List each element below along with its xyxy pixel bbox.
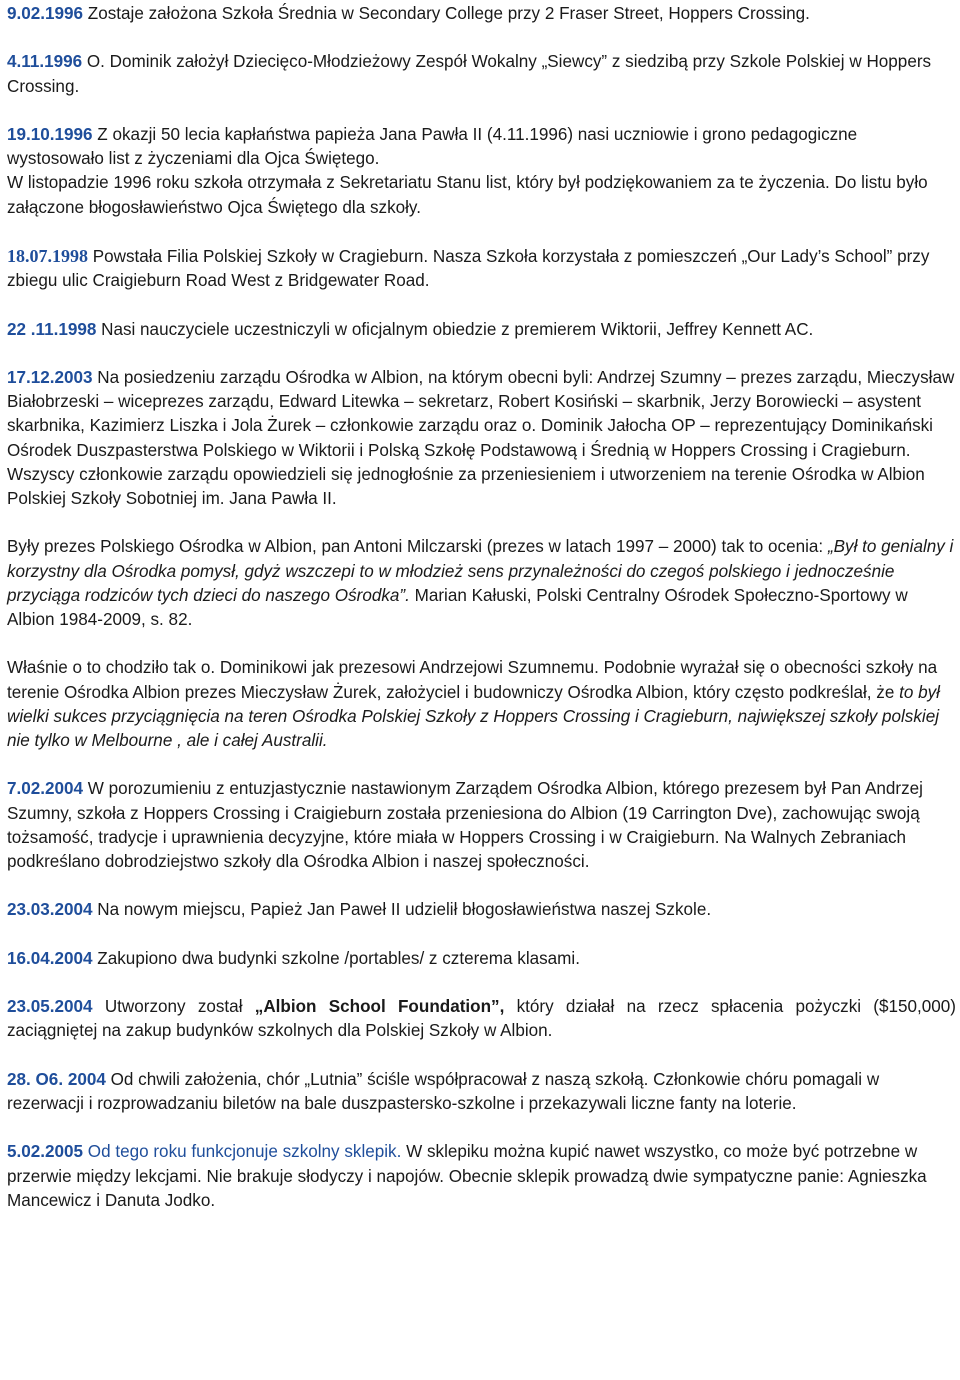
paragraph-zurek-quote	[7, 656, 956, 753]
entry-1996-02-09	[7, 2, 956, 26]
entry-text: Zakupiono dwa budynki szkolne /portables/ z czterema klasami.	[92, 948, 580, 968]
foundation-name: „Albion School Foundation”,	[254, 997, 505, 1017]
entry-2004-06-28	[7, 1068, 956, 1116]
entry-1996-10-19	[7, 123, 956, 220]
entry-1996-11-04	[7, 50, 956, 98]
entry-date: 23.05.2004	[7, 997, 93, 1017]
entry-text: Zostaje założona Szkoła Średnia w Secondary College przy 2 Fraser Street, Hoppers Crossing.	[83, 4, 810, 23]
entry-text: W porozumieniu z entuzjastycznie nastawionym Zarządem Ośrodka Albion, którego prezesem był Pan Andrzej Szumny, szkoła z Hoppers Crossing i Craigieburn została przeniesiona do Albion (19 Carrington Dve), zachowując swoją tożsamość, tradycje i uprawnienia decyzyjne, które miała w Hoppers Crossing i w Craigieburn. Na Walnych Zebraniach podkreślano dobrodziejstwo szkoły dla Ośrodka Albion i naszej społeczności.	[7, 779, 923, 871]
entry-1998-11-22	[7, 318, 956, 342]
paragraph-lead: Były prezes Polskiego Ośrodka w Albion, pan Antoni Milczarski (prezes w latach 1997 – 2000) tak to ocenia:	[7, 537, 828, 557]
entry-1998-07-18	[7, 244, 956, 293]
entry-text-continued: który działał na rzecz spłacenia pożyczki ($150,000) zaciągniętej na zakup budynków szkolnych dla Polskiej Szkoły w Albion.	[7, 997, 956, 1041]
entry-text-highlight: Od tego roku funkcjonuje szkolny sklepik.	[83, 1142, 402, 1162]
entry-2004-03-23	[7, 898, 956, 922]
entry-date: 9.02.1996	[7, 4, 84, 23]
entry-text: Od chwili założenia, chór „Lutnia” ściśle współpracował z naszą szkołą. Członkowie chóru pomagali w rezerwacji i rozprowadzaniu biletów na bale duszpastersko-szkolne i przekazywali liczne fanty na loterie.	[7, 1069, 880, 1113]
entry-date: 22 .11.1998	[7, 319, 97, 339]
quote-text: „Był to genialny i korzystny dla Ośrodka pomysł, gdyż wszczepi to w młodzież sens przynależności do czegoś polskiego i jednocześnie przyciąga rodziców tych dzieci do naszego Ośrodka”.	[7, 537, 954, 605]
entry-2005-02-05	[7, 1140, 956, 1213]
entry-2004-04-16	[7, 947, 956, 971]
paragraph-milczarski-quote	[7, 535, 956, 632]
entry-text: W sklepiku można kupić nawet wszystko, co może być potrzebne w przerwie między lekcjami. Nie brakuje słodyczy i napojów. Obecnie sklepik prowadzą dwie sympatyczne panie: Agnieszka Mancewicz i Danuta Jodko.	[7, 1142, 927, 1210]
entry-date: 17.12.2003	[7, 367, 93, 387]
entry-date: 28. O6. 2004	[7, 1069, 106, 1089]
quote-source: Marian Kałuski, Polski Centralny Ośrodek Społeczno-Sportowy w Albion 1984-2009, s. 82.	[7, 585, 908, 629]
entry-text-continued: W listopadzie 1996 roku szkoła otrzymała z Sekretariatu Stanu list, który był podziękowaniem za te życzenia. Do listu było załączone błogosławieństwo Ojca Świętego dla szkoły.	[7, 173, 928, 217]
entry-text: Z okazji 50 lecia kapłaństwa papieża Jana Pawła II (4.11.1996) nasi uczniowie i grono pedagogiczne wystosowało list z życzeniami dla Ojca Świętego.	[7, 124, 858, 169]
paragraph-lead: Właśnie o to chodziło tak o. Dominikowi jak prezesowi Andrzejowi Szumnemu. Podobnie wyrażał się o obecności szkoły na terenie Ośrodka Albion prezes Mieczysław Żurek, założyciel i budowniczy Ośrodka Albion, który często podkreślał, że	[7, 658, 938, 702]
entry-date: 18.07.1998	[7, 245, 88, 266]
entry-date: 7.02.2004	[7, 779, 84, 799]
entry-date: 4.11.1996	[7, 52, 83, 72]
entry-date: 16.04.2004	[7, 948, 93, 968]
entry-text: Na posiedzeniu zarządu Ośrodka w Albion, na którym obecni byli: Andrzej Szumny – prezes zarządu, Mieczysław Białobrzeski – wiceprezes zarządu, Edward Litewka – sekretarz, Robert Kosiński – skarbnik, Jerzy Borowiecki – asystent skarbnika, Kazimierz Liszka i Jola Żurek – członkowie zarządu oraz o. Dominik Jałocha OP – reprezentujący Dominikański Ośrodek Duszpasterstwa Polskiego w Wiktorii i Polską Szkołę Podstawową i Średnią w Hoppers Crossing i Cragieburn. Wszyscy członkowie zarządu opowiedzieli się jednogłośnie za przeniesieniem i utworzeniem na terenie Ośrodka w Albion Polskiej Szkoły Sobotniej im. Jana Pawła II.	[7, 367, 955, 508]
quote-text: to był wielki sukces przyciągnięcia na teren Ośrodka Polskiej Szkoły z Hoppers Crossing i Cragieburn, największej szkoły polskiej nie tylko w Melbourne , ale i całej Australii.	[7, 682, 940, 750]
entry-text: Powstała Filia Polskiej Szkoły w Cragieburn. Nasza Szkoła korzystała z pomieszczeń „Our Lady’s School” przy zbiegu ulic Craigieburn Road West z Bridgewater Road.	[7, 246, 930, 291]
entry-text: Utworzony został	[92, 997, 255, 1017]
entry-text: O. Dominik założył Dziecięco-Młodzieżowy Zespół Wokalny „Siewcy” z siedzibą przy Szkole Polskiej w Hoppers Crossing.	[7, 52, 932, 96]
entry-2004-02-07	[7, 777, 956, 874]
entry-2004-05-23	[7, 995, 956, 1043]
entry-text: Na nowym miejscu, Papież Jan Paweł II udzielił błogosławieństwa naszej Szkole.	[92, 900, 712, 920]
entry-text: Nasi nauczyciele uczestniczyli w oficjalnym obiedzie z premierem Wiktorii, Jeffrey Kennett AC.	[96, 319, 814, 339]
entry-date: 19.10.1996	[7, 124, 93, 144]
entry-2003-12-17	[7, 366, 956, 511]
entry-date: 5.02.2005	[7, 1142, 84, 1162]
entry-date: 23.03.2004	[7, 900, 93, 920]
